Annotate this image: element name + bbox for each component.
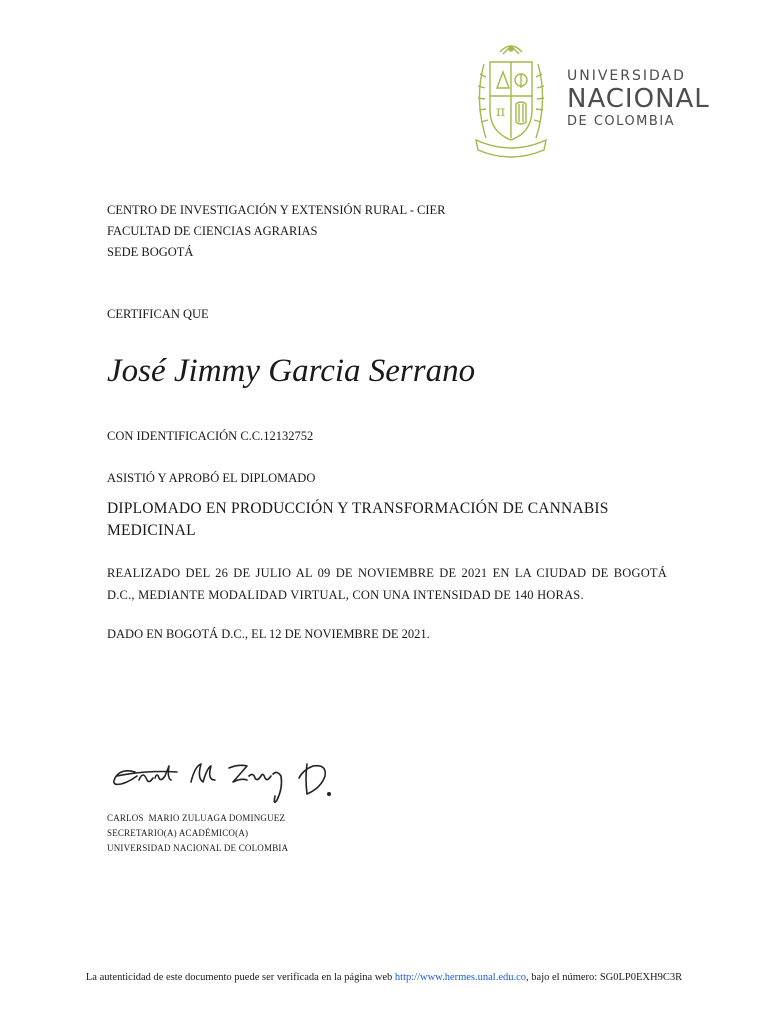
program-details: REALIZADO DEL 26 DE JULIO AL 09 DE NOVIEMBRE DE 2021 EN LA CIUDAD DE BOGOTÁ D.C., MEDIANTE MODALIDAD VIRTUAL, CON UNA INTENSIDAD DE 140 HORAS. xyxy=(107,566,667,602)
signer-role: SECRETARIO(A) ACADÉMICO(A) xyxy=(107,828,249,838)
signer-block xyxy=(107,811,288,856)
issuing-campus: SEDE BOGOTÁ xyxy=(107,245,194,259)
issue-date-statement: DADO EN BOGOTÁ D.C., EL 12 DE NOVIEMBRE DE 2021. xyxy=(107,627,430,641)
issuing-entity xyxy=(107,200,446,263)
recipient-identification: CON IDENTIFICACIÓN C.C.12132752 xyxy=(107,429,314,443)
svg-text:π: π xyxy=(496,104,506,120)
university-name-line2: NACIONAL xyxy=(567,84,710,114)
footer-prefix: La autenticidad de este documento puede ser verificada en la página web xyxy=(85,972,395,983)
authenticity-footer xyxy=(0,972,768,983)
footer-suffix: , bajo el número: SG0LP0EXH9C3R xyxy=(526,972,683,983)
university-name-line1: UNIVERSIDAD xyxy=(567,68,686,84)
signer-institution: UNIVERSIDAD NACIONAL DE COLOMBIA xyxy=(107,843,289,853)
handwritten-signature xyxy=(107,748,347,812)
attended-statement: ASISTIÓ Y APROBÓ EL DIPLOMADO xyxy=(107,471,316,485)
program-title: DIPLOMADO EN PRODUCCIÓN Y TRANSFORMACIÓN DE CANNABIS MEDICINAL xyxy=(107,500,609,539)
university-logo xyxy=(470,40,740,160)
university-name xyxy=(567,68,710,130)
issuing-faculty: FACULTAD DE CIENCIAS AGRARIAS xyxy=(107,224,318,238)
issuing-center: CENTRO DE INVESTIGACIÓN Y EXTENSIÓN RURAL - CIER xyxy=(107,203,446,217)
certify-statement: CERTIFICAN QUE xyxy=(107,307,209,321)
university-name-line3: DE COLOMBIA xyxy=(567,114,676,129)
verification-link[interactable]: http://www.hermes.unal.edu.co xyxy=(394,972,527,983)
recipient-name: José Jimmy Garcia Serrano xyxy=(107,353,476,389)
university-seal-icon xyxy=(470,40,552,158)
signer-name: CARLOS MARIO ZULUAGA DOMINGUEZ xyxy=(107,813,286,823)
